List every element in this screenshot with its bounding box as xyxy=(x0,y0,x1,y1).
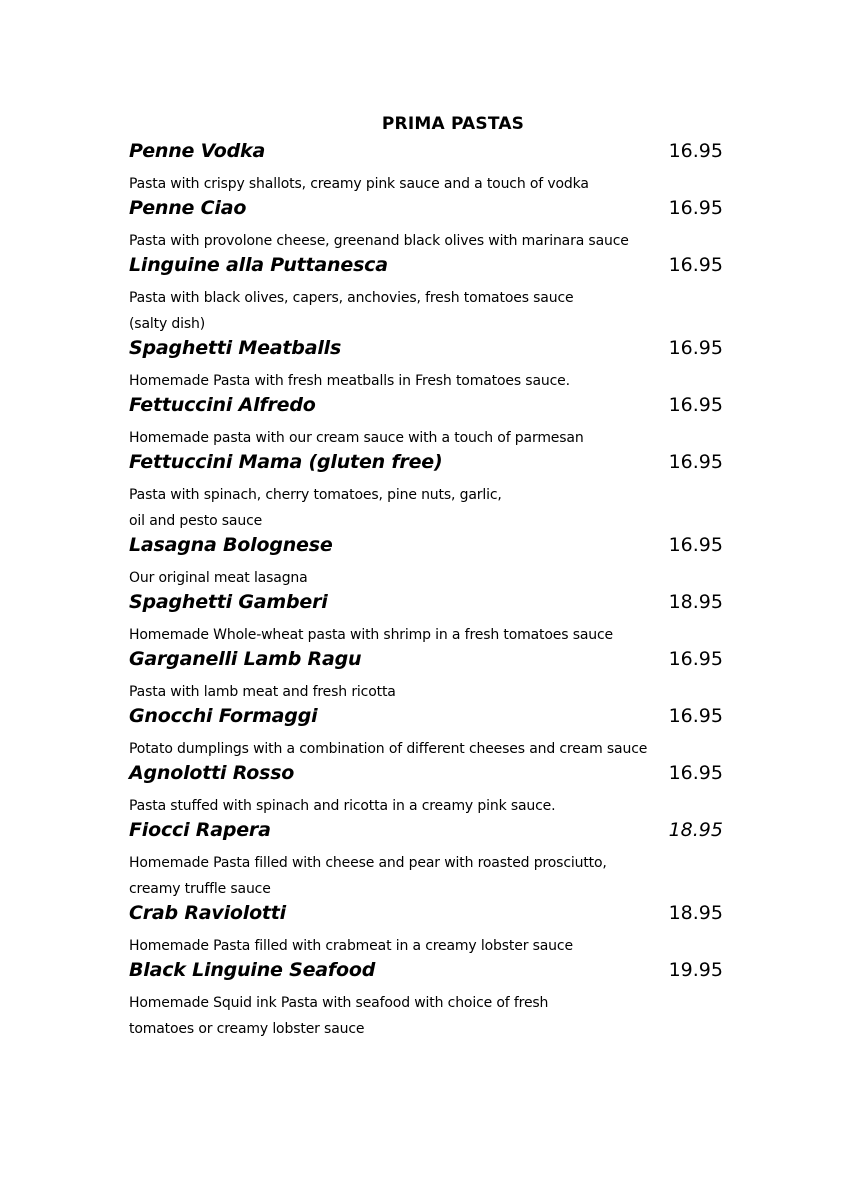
menu-item xyxy=(129,648,725,705)
dish-name: Fettuccini Alfredo xyxy=(129,394,316,416)
menu-item xyxy=(129,591,725,648)
menu-item xyxy=(129,197,725,254)
menu-item-header xyxy=(129,648,725,679)
dish-price: 16.95 xyxy=(668,394,723,416)
menu-item xyxy=(129,819,725,902)
dish-description: tomatoes or creamy lobster sauce xyxy=(129,1021,365,1037)
dish-price: 16.95 xyxy=(668,337,723,359)
dish-description: Pasta with spinach, cherry tomatoes, pine nuts, garlic, xyxy=(129,487,502,503)
dish-description: Homemade pasta with our cream sauce with a touch of parmesan xyxy=(129,430,584,446)
dish-description: Pasta with lamb meat and fresh ricotta xyxy=(129,684,396,700)
menu-list xyxy=(129,140,725,1042)
dish-name: Agnolotti Rosso xyxy=(129,762,295,784)
dish-description: creamy truffle sauce xyxy=(129,881,271,897)
menu-item-header xyxy=(129,762,725,793)
menu-item xyxy=(129,534,725,591)
menu-item xyxy=(129,959,725,1042)
menu-item-header xyxy=(129,902,725,933)
dish-description: Homemade Whole-wheat pasta with shrimp in a fresh tomatoes sauce xyxy=(129,627,614,643)
menu-item xyxy=(129,902,725,959)
dish-description: Potato dumplings with a combination of different cheeses and cream sauce xyxy=(129,741,648,757)
dish-price: 16.95 xyxy=(668,254,723,276)
dish-description: Our original meat lasagna xyxy=(129,570,308,586)
dish-price: 18.95 xyxy=(668,591,723,613)
dish-description: Pasta stuffed with spinach and ricotta in a creamy pink sauce. xyxy=(129,798,556,814)
menu-item-header xyxy=(129,337,725,368)
dish-price: 16.95 xyxy=(668,648,723,670)
menu-item xyxy=(129,140,725,197)
dish-price: 16.95 xyxy=(668,705,723,727)
dish-description: Homemade Pasta filled with crabmeat in a creamy lobster sauce xyxy=(129,938,573,954)
menu-item xyxy=(129,451,725,534)
dish-description: (salty dish) xyxy=(129,316,206,332)
menu-item-header xyxy=(129,591,725,622)
menu-item xyxy=(129,762,725,819)
dish-description: Homemade Squid ink Pasta with seafood with choice of fresh xyxy=(129,995,549,1011)
menu-item-header xyxy=(129,197,725,228)
menu-item-header xyxy=(129,451,725,482)
dish-name: Gnocchi Formaggi xyxy=(129,705,318,727)
dish-price: 16.95 xyxy=(668,762,723,784)
dish-name: Penne Ciao xyxy=(129,197,247,219)
menu-item-header xyxy=(129,254,725,285)
dish-description: Pasta with crispy shallots, creamy pink sauce and a touch of vodka xyxy=(129,176,589,192)
menu-item xyxy=(129,394,725,451)
menu-item-header xyxy=(129,959,725,990)
section-title: PRIMA PASTAS xyxy=(381,114,525,134)
dish-price: 16.95 xyxy=(668,451,723,473)
dish-name: Linguine alla Puttanesca xyxy=(129,254,388,276)
dish-name: Black Linguine Seafood xyxy=(129,959,376,981)
menu-item xyxy=(129,705,725,762)
dish-description: Pasta with provolone cheese, greenand black olives with marinara sauce xyxy=(129,233,629,249)
menu-item-header xyxy=(129,140,725,171)
menu-item-header xyxy=(129,819,725,850)
dish-description: Pasta with black olives, capers, anchovies, fresh tomatoes sauce xyxy=(129,290,574,306)
dish-description: Homemade Pasta filled with cheese and pear with roasted prosciutto, xyxy=(129,855,607,871)
dish-name: Spaghetti Gamberi xyxy=(129,591,328,613)
dish-name: Lasagna Bolognese xyxy=(129,534,333,556)
menu-item-header xyxy=(129,705,725,736)
dish-price: 16.95 xyxy=(668,140,723,162)
dish-name: Penne Vodka xyxy=(129,140,266,162)
menu-item xyxy=(129,337,725,394)
dish-price: 16.95 xyxy=(668,534,723,556)
menu-item-header xyxy=(129,394,725,425)
dish-name: Fettuccini Mama (gluten free) xyxy=(129,451,443,473)
dish-price: 16.95 xyxy=(668,197,723,219)
dish-name: Spaghetti Meatballs xyxy=(129,337,342,359)
dish-description: oil and pesto sauce xyxy=(129,513,263,529)
dish-name: Garganelli Lamb Ragu xyxy=(129,648,362,670)
dish-price: 18.95 xyxy=(668,819,723,841)
menu-item xyxy=(129,254,725,337)
dish-price: 18.95 xyxy=(668,902,723,924)
menu-item-header xyxy=(129,534,725,565)
dish-name: Crab Raviolotti xyxy=(129,902,286,924)
dish-price: 19.95 xyxy=(668,959,723,981)
dish-name: Fiocci Rapera xyxy=(129,819,271,841)
dish-description: Homemade Pasta with fresh meatballs in Fresh tomatoes sauce. xyxy=(129,373,570,389)
